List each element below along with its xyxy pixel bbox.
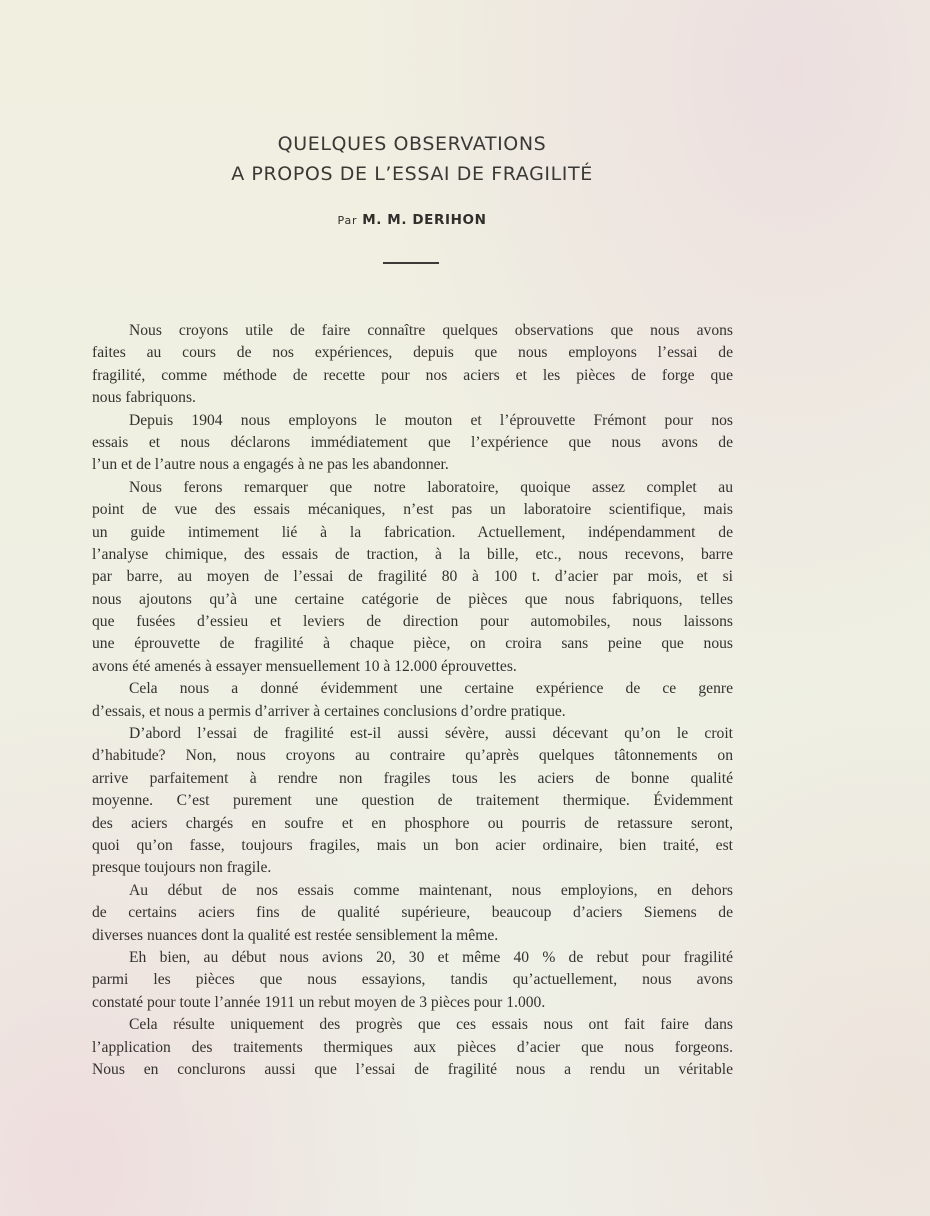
text-line: nous ajoutons qu’à une certaine catégorie de pièces que nous fabriquons, telles xyxy=(92,590,733,608)
text-line: Nous ferons remarquer que notre laboratoire, quoique assez complet au xyxy=(129,478,733,496)
text-line: l’application des traitements thermiques aux pièces d’acier que nous forgeons. xyxy=(92,1038,733,1056)
text-line: quoi qu’on fasse, toujours fragiles, mais un bon acier ordinaire, bien traité, est xyxy=(92,836,733,854)
text-line: de certains aciers fins de qualité supérieure, beaucoup d’aciers Siemens de xyxy=(92,904,733,922)
text-line: des aciers chargés en soufre et en phosphore ou pourris de retassure seront, xyxy=(92,814,733,832)
text-line: Eh bien, au début nous avions 20, 30 et même 40 % de rebut pour fragilité xyxy=(129,948,733,966)
byline xyxy=(0,212,824,228)
byline-author: M. M. DERIHON xyxy=(362,212,487,228)
text-line: fragilité, comme méthode de recette pour nos aciers et les pièces de forge que xyxy=(92,366,733,384)
text-line: Nous en conclurons aussi que l’essai de fragilité nous a rendu un véritable xyxy=(92,1060,733,1078)
text-line: parmi les pièces que nous essayions, tandis qu’actuellement, nous avons xyxy=(92,971,733,989)
text-line: Au début de nos essais comme maintenant, nous employions, en dehors xyxy=(129,881,733,899)
title-line-1: QUELQUES OBSERVATIONS xyxy=(277,133,547,155)
title-line-2: A PROPOS DE L’ESSAI DE FRAGILITÉ xyxy=(231,163,593,185)
text-line: D’abord l’essai de fragilité est-il aussi sévère, aussi décevant qu’on le croit xyxy=(129,725,733,743)
byline-par: Par xyxy=(337,214,358,227)
text-line: l’analyse chimique, des essais de traction, à la bille, etc., nous recevons, barre xyxy=(92,545,733,563)
text-line: avons été amenés à essayer mensuellement 10 à 12.000 éprouvettes. xyxy=(92,657,517,675)
text-line: Depuis 1904 nous employons le mouton et l’éprouvette Frémont pour nos xyxy=(129,411,733,429)
text-line: moyenne. C’est purement une question de traitement thermique. Évidemment xyxy=(92,792,733,810)
text-line: point de vue des essais mécaniques, n’est pas un laboratoire scientifique, mais xyxy=(92,501,733,519)
title-divider xyxy=(383,262,439,264)
text-line: presque toujours non fragile. xyxy=(92,859,272,877)
text-line: arrive parfaitement à rendre non fragiles tous les aciers de bonne qualité xyxy=(92,769,733,787)
text-line: constaté pour toute l’année 1911 un rebut moyen de 3 pièces pour 1.000. xyxy=(92,993,546,1011)
text-line: Cela nous a donné évidemment une certaine expérience de ce genre xyxy=(129,680,733,698)
text-line: Nous croyons utile de faire connaître quelques observations que nous avons xyxy=(129,322,733,339)
text-line: l’un et de l’autre nous a engagés à ne pas les abandonner. xyxy=(92,456,449,474)
text-line: faites au cours de nos expériences, depuis que nous employons l’essai de xyxy=(92,344,733,362)
body-text xyxy=(92,320,733,1081)
text-line: par barre, au moyen de l’essai de fragilité 80 à 100 t. d’acier par mois, et si xyxy=(92,568,733,586)
text-line: essais et nous déclarons immédiatement que l’expérience que nous avons de xyxy=(92,433,733,451)
text-line: Cela résulte uniquement des progrès que ces essais nous ont fait faire dans xyxy=(129,1016,733,1034)
text-line: diverses nuances dont la qualité est restée sensiblement la même. xyxy=(92,926,499,944)
text-line: d’essais, et nous a permis d’arriver à certaines conclusions d’ordre pratique. xyxy=(92,702,566,720)
text-line: nous fabriquons. xyxy=(92,389,196,407)
text-line: une éprouvette de fragilité à chaque pièce, on croira sans peine que nous xyxy=(92,635,733,653)
text-line: que fusées d’essieu et leviers de direction pour automobiles, nous laissons xyxy=(92,613,733,631)
text-line: un guide intimement lié à la fabrication. Actuellement, indépendamment de xyxy=(92,523,733,541)
text-line: d’habitude? Non, nous croyons au contraire qu’après quelques tâtonnements on xyxy=(92,747,733,765)
